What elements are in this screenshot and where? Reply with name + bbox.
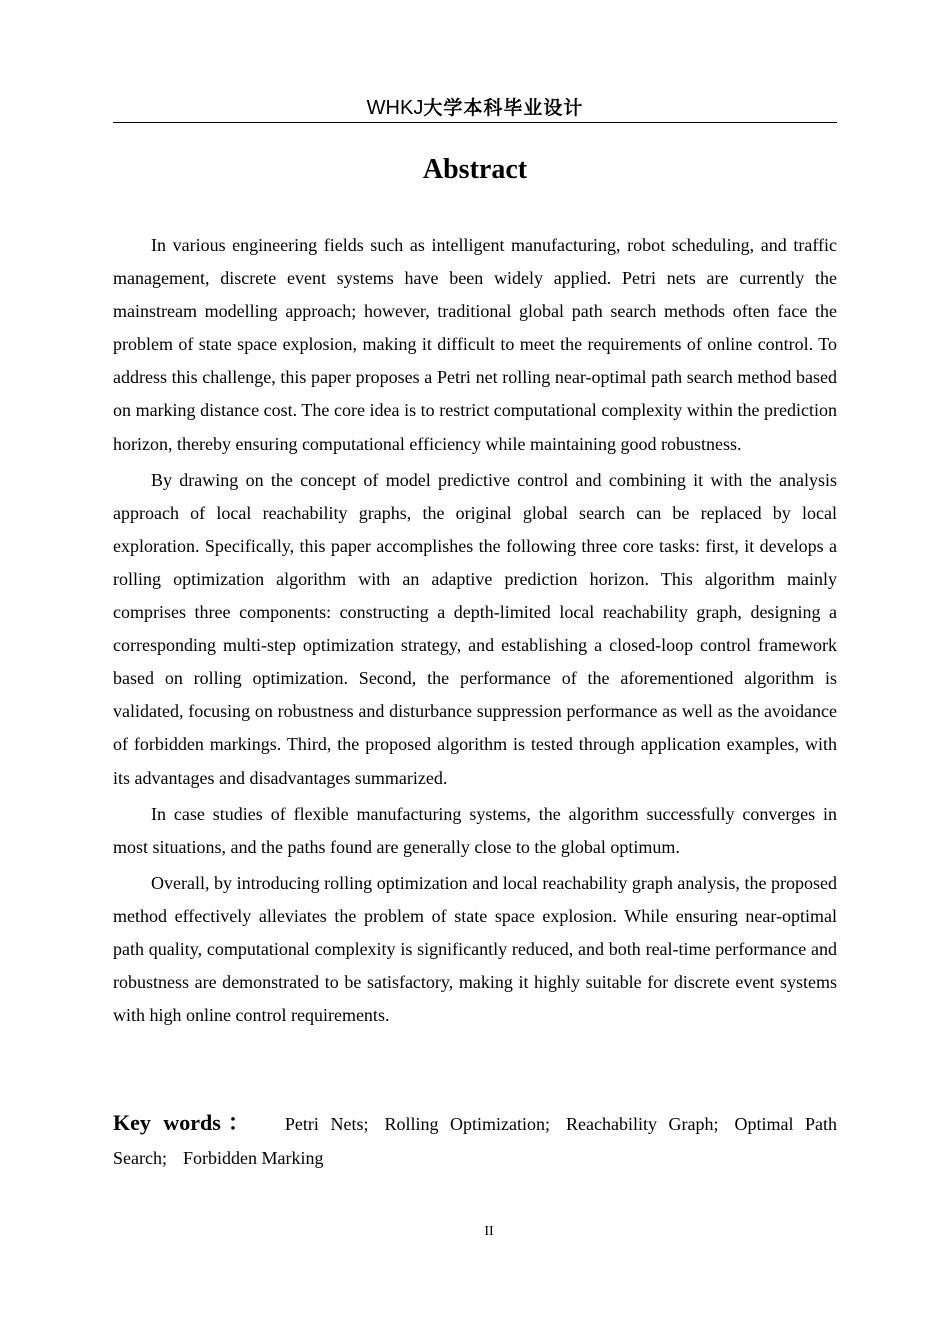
- keyword-item: Reachability Graph;: [565, 1114, 719, 1134]
- keywords-label: Key words：: [113, 1110, 257, 1135]
- abstract-paragraph-2: By drawing on the concept of model predictive control and combining it with the analysis approach of local reachability graphs, the original global search can be replaced by local exploration. Specifically, this paper accomplishes the following three core tasks: first, it develops a rolling optimization algorithm with an adaptive prediction horizon. This algorithm mainly comprises three components: constructing a depth-limited local reachability graph, designing a corresponding multi-step optimization strategy, and establishing a closed-loop control framework based on rolling optimization. Second, the performance of the aforementioned algorithm is validated, focusing on robustness and disturbance suppression performance as well as the avoidance of forbidden markings. Third, the proposed algorithm is tested through application examples, with its advantages and disadvantages summarized.: [113, 469, 837, 788]
- abstract-body: [113, 229, 837, 1035]
- abstract-paragraph-1: In various engineering fields such as intelligent manufacturing, robot scheduling, and traffic management, discrete event systems have been widely applied. Petri nets are currently the mainstream modelling approach; however, traditional global path search methods often face the problem of state space explosion, making it difficult to meet the requirements of online control. To address this challenge, this paper proposes a Petri net rolling near-optimal path search method based on marking distance cost. The core idea is to restrict computational complexity within the prediction horizon, thereby ensuring computational efficiency while maintaining good robustness.: [113, 235, 837, 454]
- keywords-section: [113, 1106, 837, 1175]
- keyword-item: Forbidden Marking: [182, 1148, 324, 1168]
- page-header: [113, 92, 837, 123]
- abstract-paragraph-3: In case studies of flexible manufacturing systems, the algorithm successfully converges in most situations, and the paths found are generally close to the global optimum.: [113, 803, 837, 857]
- keyword-item: Optimal Path Search;: [113, 1114, 837, 1168]
- keyword-item: Petri Nets;: [284, 1114, 369, 1134]
- document-page: [113, 0, 837, 1344]
- abstract-paragraph-4: Overall, by introducing rolling optimization and local reachability graph analysis, the proposed method effectively alleviates the problem of state space explosion. While ensuring near-optimal path quality, computational complexity is significantly reduced, and both real-time performance and robustness are demonstrated to be satisfactory, making it highly suitable for discrete event systems with high online control requirements.: [113, 872, 837, 1026]
- header-code: WHKJ: [366, 97, 424, 119]
- keyword-item: Rolling Optimization;: [384, 1114, 550, 1134]
- abstract-title: Abstract: [422, 154, 528, 185]
- header-title-cn: 大学本科毕业设计: [423, 97, 584, 119]
- page-number: II: [484, 1224, 494, 1239]
